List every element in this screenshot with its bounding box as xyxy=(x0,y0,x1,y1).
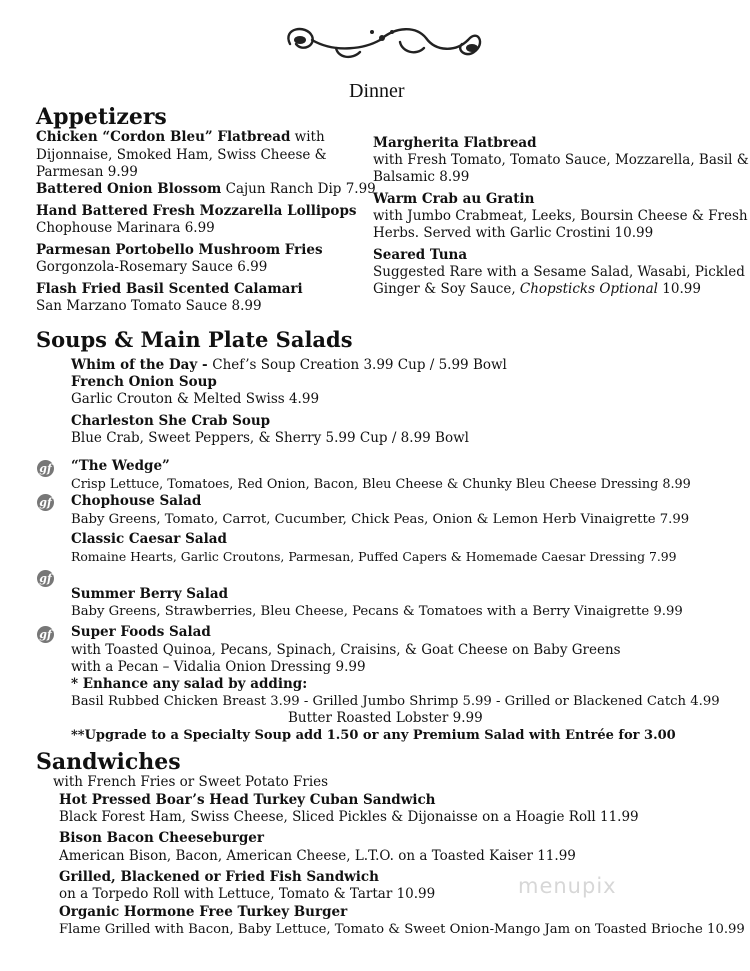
item-desc: with Fresh Tomato, Tomato Sauce, Mozzarella, Basil & xyxy=(373,152,749,168)
gluten-free-icon: gf xyxy=(37,626,54,643)
item-desc: Suggested Rare with a Sesame Salad, Wasabi, Pickled xyxy=(373,264,745,280)
upgrade-note: **Upgrade to a Specialty Soup add 1.50 or any Premium Salad with Entrée for 3.00 xyxy=(71,728,676,743)
gluten-free-icon: gf xyxy=(37,460,54,477)
item-name: Margherita Flatbread xyxy=(373,135,537,151)
item-desc: with Jumbo Crabmeat, Leeks, Boursin Cheese & Fresh xyxy=(373,208,748,224)
item-name: Whim of the Day - xyxy=(71,357,213,373)
item-desc: Flame Grilled with Bacon, Baby Lettuce, Tomato & Sweet Onion-Mango Jam on Toasted Brioche 10.99 xyxy=(59,922,745,937)
item-desc: on a Torpedo Roll with Lettuce, Tomato & Tartar 10.99 xyxy=(59,886,436,902)
tuna-desc-line xyxy=(373,281,701,298)
item-desc: Ginger & Soy Sauce, xyxy=(373,281,520,297)
gluten-free-icon: gf xyxy=(37,570,54,587)
enhance-options: Basil Rubbed Chicken Breast 3.99 - Grilled Jumbo Shrimp 5.99 - Grilled or Blackened Catch 4.99 xyxy=(71,694,720,709)
item-desc: with Toasted Quinoa, Pecans, Spinach, Craisins, & Goat Cheese on Baby Greens xyxy=(71,642,621,658)
ornament-flourish xyxy=(276,18,488,68)
item-desc: Dijonnaise, Smoked Ham, Swiss Cheese & xyxy=(36,147,327,163)
item-desc: Romaine Hearts, Garlic Croutons, Parmesan, Puffed Capers & Homemade Caesar Dressing 7.99 xyxy=(71,549,677,564)
page-title: Dinner xyxy=(349,80,405,102)
item-name: Warm Crab au Gratin xyxy=(373,191,535,207)
item-desc: Parmesan 9.99 xyxy=(36,164,138,180)
enhance-options: Butter Roasted Lobster 9.99 xyxy=(288,710,483,726)
flatbread-item xyxy=(36,129,325,146)
item-name: Charleston She Crab Soup xyxy=(71,413,271,429)
item-name: Chicken “Cordon Bleu” Flatbread xyxy=(36,129,291,145)
item-desc: Baby Greens, Tomato, Carrot, Cucumber, Chick Peas, Onion & Lemon Herb Vinaigrette 7.99 xyxy=(71,512,690,527)
item-desc: with a Pecan – Vidalia Onion Dressing 9.99 xyxy=(71,659,366,675)
item-desc: Cajun Ranch Dip 7.99 xyxy=(221,181,376,197)
item-desc: with xyxy=(290,129,325,145)
item-name: Bison Bacon Cheeseburger xyxy=(59,830,264,846)
item-desc: Gorgonzola-Rosemary Sauce 6.99 xyxy=(36,259,268,275)
item-name: Classic Caesar Salad xyxy=(71,531,227,547)
item-name: French Onion Soup xyxy=(71,374,217,390)
item-name: Chophouse Salad xyxy=(71,493,202,509)
item-name: Battered Onion Blossom xyxy=(36,181,222,197)
gluten-free-icon: gf xyxy=(37,494,54,511)
item-name: Super Foods Salad xyxy=(71,624,211,640)
item-name: Hand Battered Fresh Mozzarella Lollipops xyxy=(36,203,357,219)
whim-item xyxy=(71,357,507,374)
blossom-item xyxy=(36,181,376,198)
item-name: Parmesan Portobello Mushroom Fries xyxy=(36,242,323,258)
item-desc: Crisp Lettuce, Tomatoes, Red Onion, Bacon, Bleu Cheese & Chunky Bleu Cheese Dressing 8.99 xyxy=(71,477,691,492)
watermark: menupix xyxy=(518,874,617,898)
sandwiches-subheading: with French Fries or Sweet Potato Fries xyxy=(53,774,329,790)
item-desc-italic: Chopsticks Optional xyxy=(519,281,658,297)
item-desc: Chef’s Soup Creation 3.99 Cup / 5.99 Bowl xyxy=(212,357,507,373)
item-desc: Chophouse Marinara 6.99 xyxy=(36,220,215,236)
item-desc: Herbs. Served with Garlic Crostini 10.99 xyxy=(373,225,654,241)
item-desc: Blue Crab, Sweet Peppers, & Sherry 5.99 Cup / 8.99 Bowl xyxy=(71,430,469,446)
appetizers-heading: Appetizers xyxy=(36,104,167,130)
item-name: Seared Tuna xyxy=(373,247,468,263)
item-desc: Balsamic 8.99 xyxy=(373,169,470,185)
item-desc: Baby Greens, Strawberries, Bleu Cheese, Pecans & Tomatoes with a Berry Vinaigrette 9.99 xyxy=(71,604,683,619)
sandwiches-heading: Sandwiches xyxy=(36,749,181,775)
item-name: Flash Fried Basil Scented Calamari xyxy=(36,281,303,297)
item-price: 10.99 xyxy=(657,281,701,297)
item-name: Grilled, Blackened or Fried Fish Sandwich xyxy=(59,869,379,885)
item-name: “The Wedge” xyxy=(71,458,170,474)
soups-heading: Soups & Main Plate Salads xyxy=(36,327,353,352)
item-desc: San Marzano Tomato Sauce 8.99 xyxy=(36,298,262,314)
item-desc: Garlic Crouton & Melted Swiss 4.99 xyxy=(71,391,320,407)
item-desc: Black Forest Ham, Swiss Cheese, Sliced Pickles & Dijonaisse on a Hoagie Roll 11.99 xyxy=(59,809,639,825)
item-name: Hot Pressed Boar’s Head Turkey Cuban Sandwich xyxy=(59,792,436,808)
item-name: Organic Hormone Free Turkey Burger xyxy=(59,904,348,920)
item-name: Summer Berry Salad xyxy=(71,586,229,602)
item-desc: American Bison, Bacon, American Cheese, L.T.O. on a Toasted Kaiser 11.99 xyxy=(59,848,576,864)
enhance-heading: * Enhance any salad by adding: xyxy=(71,676,308,692)
